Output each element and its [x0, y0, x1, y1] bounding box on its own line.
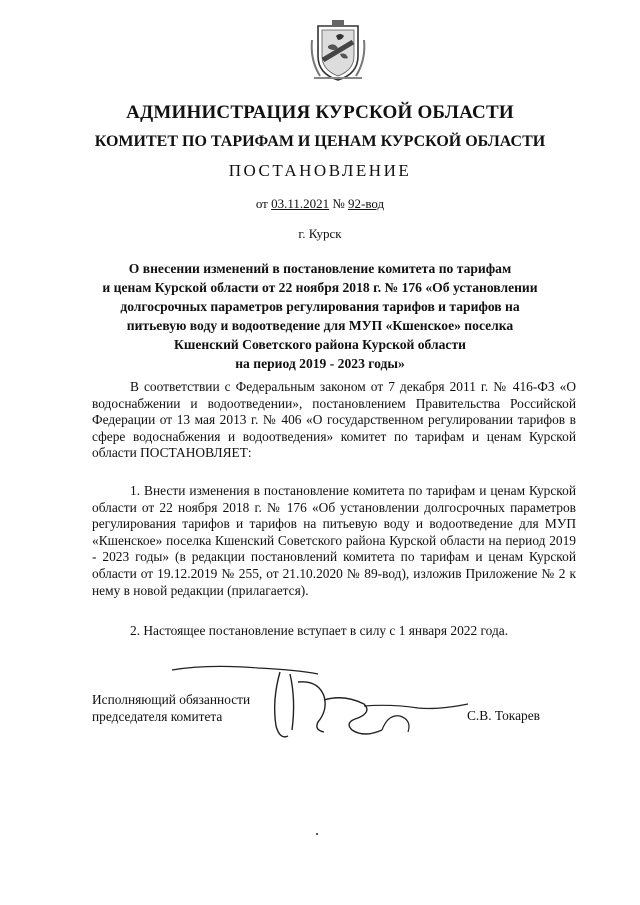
clause-2-paragraph: 2. Настоящее постановление вступает в силу с 1 января 2022 года. [130, 623, 509, 638]
subject-line: долгосрочных параметров регулирования тарифов и тарифов на [120, 299, 520, 314]
document-number: 92-вод [348, 196, 385, 211]
kursk-region-coat-of-arms-icon [310, 20, 366, 84]
signatory-position [92, 691, 250, 725]
document-subject [0, 259, 640, 373]
number-prefix: № [332, 196, 345, 211]
signatory-position-line: председателя комитета [92, 709, 223, 724]
subject-line: питьевую воду и водоотведение для МУП «Кшенское» поселка [126, 318, 514, 333]
document-type: ПОСТАНОВЛЕНИЕ [228, 161, 412, 180]
document-date-number [0, 196, 640, 212]
org-subtitle: КОМИТЕТ ПО ТАРИФАМ И ЦЕНАМ КУРСКОЙ ОБЛАСТИ [94, 133, 546, 150]
document-city: г. Курск [298, 226, 342, 241]
scan-speck [316, 833, 318, 835]
subject-line: О внесении изменений в постановление комитета по тарифам [128, 261, 512, 276]
signatory-position-line: Исполняющий обязанности [92, 692, 251, 707]
clause-1-paragraph: 1. Внести изменения в постановление комитета по тарифам и ценам Курской области от 22 ноября 2018 г. № 176 «Об установлении долгосрочных параметров регулирования тарифов и тарифов на питьевую воду и водоотведение для МУП «Кшенское» поселка Кшенский Советского района Курской области на период 2019 - 2023 годы» (в редакции постановлений комитета по тарифам и ценам Курской области от 19.12.2019 № 255, от 21.10.2020 № 89-вод), изложив Приложение № 2 к нему в новой редакции (прилагается). [92, 483, 576, 598]
subject-line: Кшенский Советского района Курской области [174, 337, 466, 352]
subject-line: на период 2019 - 2023 годы» [235, 356, 405, 371]
subject-line: и ценам Курской области от 22 ноября 2018 г. № 176 «Об установлении [102, 280, 538, 295]
date-prefix: от [255, 196, 268, 211]
preamble-paragraph: В соответствии с Федеральным законом от 7 декабря 2011 г. № 416-ФЗ «О водоснабжении и водоотведении», постановлением Правительства Российской Федерации от 13 мая 2013 г. № 406 «О государственном регулировании тарифов в сфере водоснабжения и водоотведения» комитет по тарифам и ценам Курской области ПОСТАНОВЛЯЕТ: [92, 379, 576, 461]
signatory-name: С.В. Токарев [467, 708, 540, 723]
org-title: АДМИНИСТРАЦИЯ КУРСКОЙ ОБЛАСТИ [126, 102, 514, 123]
document-date: 03.11.2021 [271, 196, 330, 211]
